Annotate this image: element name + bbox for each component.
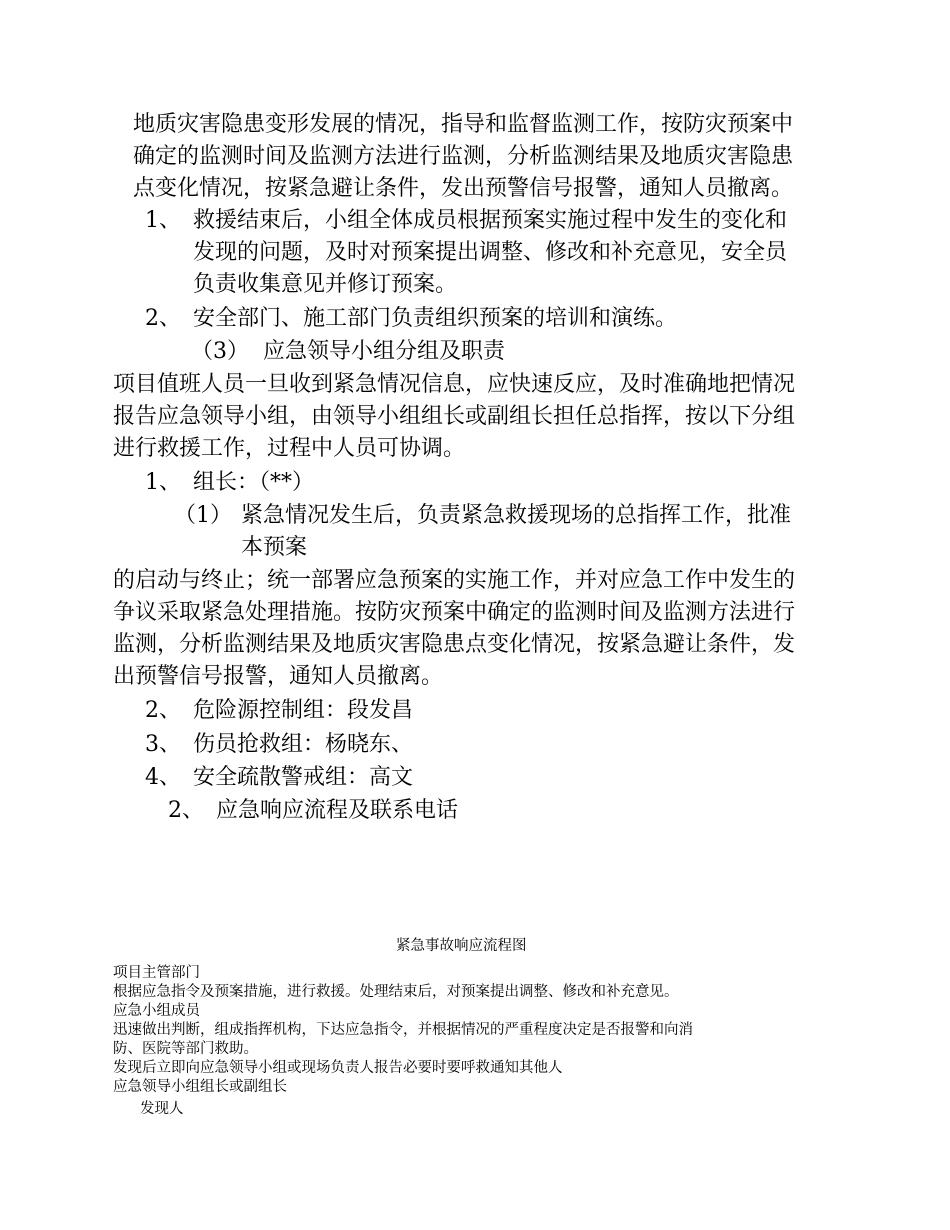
list-item-line: 安全疏散警戒组：高文 [193,765,414,790]
flowchart-node: 迅速做出判断，组成指挥机构，下达应急指令，并根据情况的严重程度决定是否报警和向消 [113,1022,693,1038]
list-item-line: 安全部门、施工部门负责组织预案的培训和演练。 [193,306,678,331]
list-item-line: 紧急情况发生后，负责紧急救援现场的总指挥工作，批准 [241,503,792,528]
section-heading: 应急响应流程及联系电话 [216,798,459,823]
list-item-line: 危险源控制组：段发昌 [193,698,414,723]
list-number: 4、 [145,765,181,790]
list-number: 1、 [145,470,181,495]
list-number: 1、 [145,208,181,233]
list-item-line: 组长：（**） [193,470,315,495]
paragraph-line: 出预警信号报警，通知人员撤离。 [113,664,444,689]
list-number: （1） [174,503,232,528]
flowchart-node: 发现人 [140,1101,184,1117]
section-number: （3） [191,339,249,364]
flowchart-node: 项目主管部门 [113,965,200,981]
flowchart-node: 应急领导小组组长或副组长 [113,1079,287,1095]
list-item-line: 负责收集意见并修订预案。 [193,272,458,297]
list-item-line: 救援结束后，小组全体成员根据预案实施过程中发生的变化和 [193,208,788,233]
list-item-line: 伤员抢救组：杨晓东、 [193,732,414,757]
paragraph-line: 地质灾害隐患变形发展的情况，指导和监督监测工作，按防灾预案中 [133,112,794,137]
flowchart-node: 根据应急指令及预案措施，进行救援。处理结束后，对预案提出调整、修改和补充意见。 [113,984,679,1000]
paragraph-line: 争议采取紧急处理措施。按防灾预案中确定的监测时间及监测方法进行 [113,600,796,625]
list-item-line: 本预案 [241,535,308,560]
flowchart-node: 发现后立即向应急领导小组或现场负责人报告必要时要呼救通知其他人 [113,1060,563,1076]
flowchart-node: 应急小组成员 [113,1003,200,1019]
paragraph-line: 进行救援工作，过程中人员可协调。 [113,436,466,461]
list-number: 2、 [145,698,181,723]
flowchart-node: 防、医院等部门救助。 [113,1041,258,1057]
list-number: 2、 [145,306,181,331]
paragraph-line: 确定的监测时间及监测方法进行监测，分析监测结果及地质灾害隐患 [133,144,794,169]
paragraph-line: 的启动与终止；统一部署应急预案的实施工作，并对应急工作中发生的 [113,568,796,593]
flowchart-title: 紧急事故响应流程图 [396,938,527,954]
paragraph-line: 项目值班人员一旦收到紧急情况信息，应快速反应，及时准确地把情况 [113,372,796,397]
list-item-line: 发现的问题，及时对预案提出调整、修改和补充意见，安全员 [193,240,788,265]
paragraph-line: 报告应急领导小组，由领导小组组长或副组长担任总指挥，按以下分组 [113,404,796,429]
section-number: 2、 [168,798,204,823]
paragraph-line: 监测，分析监测结果及地质灾害隐患点变化情况，按紧急避让条件，发 [113,632,796,657]
paragraph-line: 点变化情况，按紧急避让条件，发出预警信号报警，通知人员撤离。 [133,176,794,201]
section-heading: 应急领导小组分组及职责 [263,339,506,364]
list-number: 3、 [145,732,181,757]
